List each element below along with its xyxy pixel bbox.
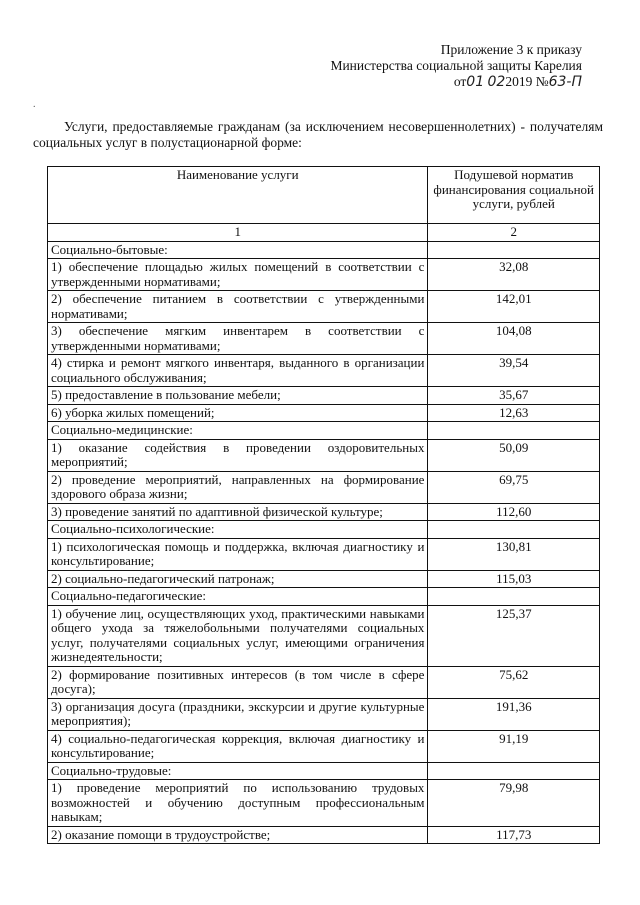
margin-mark: . <box>33 99 36 110</box>
norm-value-cell: 117,73 <box>428 826 600 844</box>
section-row <box>48 422 600 440</box>
norm-value-cell: 142,01 <box>428 291 600 323</box>
norm-value-cell: 35,67 <box>428 387 600 405</box>
table-row <box>48 291 600 323</box>
norm-value-cell: 130,81 <box>428 538 600 570</box>
number-prefix: № <box>535 74 549 89</box>
service-name-cell: 2) формирование позитивных интересов (в том числе в сфере досуга); <box>48 666 428 698</box>
norm-value-cell: 125,37 <box>428 605 600 666</box>
column-number-1: 1 <box>48 224 428 242</box>
service-name-cell: 2) оказание помощи в трудоустройстве; <box>48 826 428 844</box>
service-name-cell: 1) проведение мероприятий по использованию трудовых возможностей и обучению доступным профессиональным навыкам; <box>48 780 428 827</box>
service-name-cell: 2) социально-педагогический патронаж; <box>48 570 428 588</box>
norm-value-cell: 79,98 <box>428 780 600 827</box>
norm-value-cell: 69,75 <box>428 471 600 503</box>
table-row <box>48 439 600 471</box>
norm-value-cell: 191,36 <box>428 698 600 730</box>
service-name-cell: 6) уборка жилых помещений; <box>48 404 428 422</box>
section-title: Социально-медицинские: <box>48 422 428 440</box>
norm-value-cell: 115,03 <box>428 570 600 588</box>
table-row <box>48 826 600 844</box>
norm-header: Подушевой норматив финансирования социальной услуги, рублей <box>428 167 600 224</box>
table-row <box>48 698 600 730</box>
section-row <box>48 762 600 780</box>
table-row <box>48 605 600 666</box>
order-appendix-header <box>330 42 582 90</box>
table-header-row <box>48 167 600 224</box>
services-table <box>47 166 600 844</box>
handwritten-day: 01 <box>466 74 485 90</box>
table-row <box>48 323 600 355</box>
ministry-line: Министерства социальной защиты Карелия <box>330 58 582 73</box>
table-row <box>48 538 600 570</box>
section-empty-cell <box>428 241 600 259</box>
appendix-line: Приложение 3 к приказу <box>440 42 582 57</box>
service-name-cell: 1) оказание содействия в проведении оздоровительных мероприятий; <box>48 439 428 471</box>
date-year: 2019 <box>505 74 533 89</box>
service-name-cell: 4) социально-педагогическая коррекция, включая диагностику и консультирование; <box>48 730 428 762</box>
table-row <box>48 404 600 422</box>
column-number-2: 2 <box>428 224 600 242</box>
section-title: Социально-педагогические: <box>48 588 428 606</box>
service-name-cell: 1) обучение лиц, осуществляющих уход, практическими навыками общего ухода за тяжелобольными получателями социальных услуг, получателями социальных услуг, имеющими ограничения жизнедеятельности; <box>48 605 428 666</box>
section-row <box>48 588 600 606</box>
section-empty-cell <box>428 588 600 606</box>
service-name-cell: 3) обеспечение мягким инвентарем в соответствии с утвержденными нормативами; <box>48 323 428 355</box>
table-row <box>48 387 600 405</box>
service-name-cell: 2) обеспечение питанием в соответствии с утвержденными нормативами; <box>48 291 428 323</box>
intro-paragraph: Услуги, предоставляемые гражданам (за исключением несовершеннолетних) - получателям социальных услуг в полустационарной форме: <box>33 119 603 150</box>
order-date-number-line <box>330 74 582 90</box>
table-row <box>48 570 600 588</box>
norm-value-cell: 32,08 <box>428 259 600 291</box>
service-name-cell: 3) организация досуга (праздники, экскурсии и другие культурные мероприятия); <box>48 698 428 730</box>
column-number-row <box>48 224 600 242</box>
handwritten-order-number: 63-П <box>548 74 582 90</box>
norm-value-cell: 75,62 <box>428 666 600 698</box>
table-row <box>48 666 600 698</box>
norm-value-cell: 112,60 <box>428 503 600 521</box>
section-empty-cell <box>428 521 600 539</box>
section-title: Социально-бытовые: <box>48 241 428 259</box>
table-row <box>48 259 600 291</box>
section-row <box>48 521 600 539</box>
handwritten-month: 02 <box>487 74 506 90</box>
service-name-header: Наименование услуги <box>48 167 428 224</box>
table-row <box>48 730 600 762</box>
table-row <box>48 355 600 387</box>
norm-value-cell: 39,54 <box>428 355 600 387</box>
table-row <box>48 503 600 521</box>
section-empty-cell <box>428 422 600 440</box>
norm-value-cell: 104,08 <box>428 323 600 355</box>
service-name-cell: 1) обеспечение площадью жилых помещений в соответствии с утвержденными нормативами; <box>48 259 428 291</box>
table-row <box>48 780 600 827</box>
norm-value-cell: 50,09 <box>428 439 600 471</box>
section-row <box>48 241 600 259</box>
section-title: Социально-трудовые: <box>48 762 428 780</box>
service-name-cell: 2) проведение мероприятий, направленных на формирование здорового образа жизни; <box>48 471 428 503</box>
service-name-cell: 4) стирка и ремонт мягкого инвентаря, выданного в организации социального обслуживания; <box>48 355 428 387</box>
service-name-cell: 5) предоставление в пользование мебели; <box>48 387 428 405</box>
norm-value-cell: 12,63 <box>428 404 600 422</box>
table-row <box>48 471 600 503</box>
norm-value-cell: 91,19 <box>428 730 600 762</box>
section-title: Социально-психологические: <box>48 521 428 539</box>
service-name-cell: 1) психологическая помощь и поддержка, включая диагностику и консультирование; <box>48 538 428 570</box>
date-prefix: от <box>453 74 467 89</box>
service-name-cell: 3) проведение занятий по адаптивной физической культуре; <box>48 503 428 521</box>
section-empty-cell <box>428 762 600 780</box>
